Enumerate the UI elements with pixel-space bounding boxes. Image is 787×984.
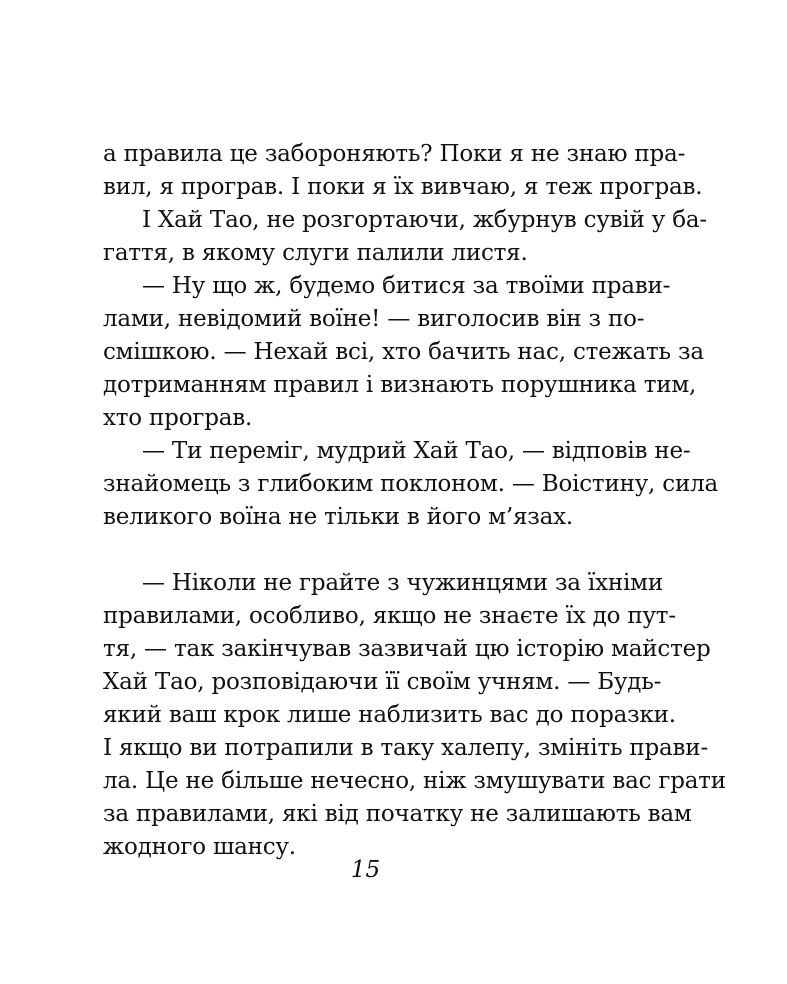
text-line: хто програв.: [103, 405, 253, 431]
text-line: — Ніколи не грайте з чужинцями за їхніми: [142, 570, 663, 596]
text-line: великого воїна не тільки в його м’язах.: [103, 504, 574, 530]
text-line: вил, я програв. І поки я їх вивчаю, я теж програв.: [103, 174, 703, 200]
text-line: смішкою. — Нехай всі, хто бачить нас, стежать за: [103, 339, 704, 365]
text-line: Хай Тао, розповідаючи її своїм учням. — Будь-: [103, 669, 662, 695]
text-line: — Ну що ж, будемо битися за твоїми прави-: [142, 273, 671, 299]
text-line: ла. Це не більше нечесно, ніж змушувати вас грати: [103, 768, 726, 794]
text-line: тя, — так закінчував зазвичай цю історію майстер: [103, 636, 711, 662]
text-line: І якщо ви потрапили в таку халепу, змініть прави-: [103, 735, 709, 761]
text-line: знайомець з глибоким поклоном. — Воістину, сила: [103, 471, 719, 497]
text-line: гаття, в якому слуги палили листя.: [103, 240, 528, 266]
text-line: лами, невідомий воїне! — виголосив він з по-: [103, 306, 645, 332]
text-line: за правилами, які від початку не залишають вам: [103, 801, 692, 827]
text-line: жодного шансу.: [103, 834, 296, 860]
text-line: дотриманням правил і визнають порушника тим,: [103, 372, 697, 398]
text-line: І Хай Тао, не розгортаючи, жбурнув сувій у ба-: [142, 207, 707, 233]
text-line: який ваш крок лише наблизить вас до поразки.: [103, 702, 676, 728]
page-number: 15: [350, 857, 381, 883]
text-line: правилами, особливо, якщо не знаєте їх до пут-: [103, 603, 676, 629]
text-line: — Ти переміг, мудрий Хай Тао, — відповів не-: [142, 438, 691, 464]
text-line: а правила це забороняють? Поки я не знаю пра-: [103, 141, 686, 167]
